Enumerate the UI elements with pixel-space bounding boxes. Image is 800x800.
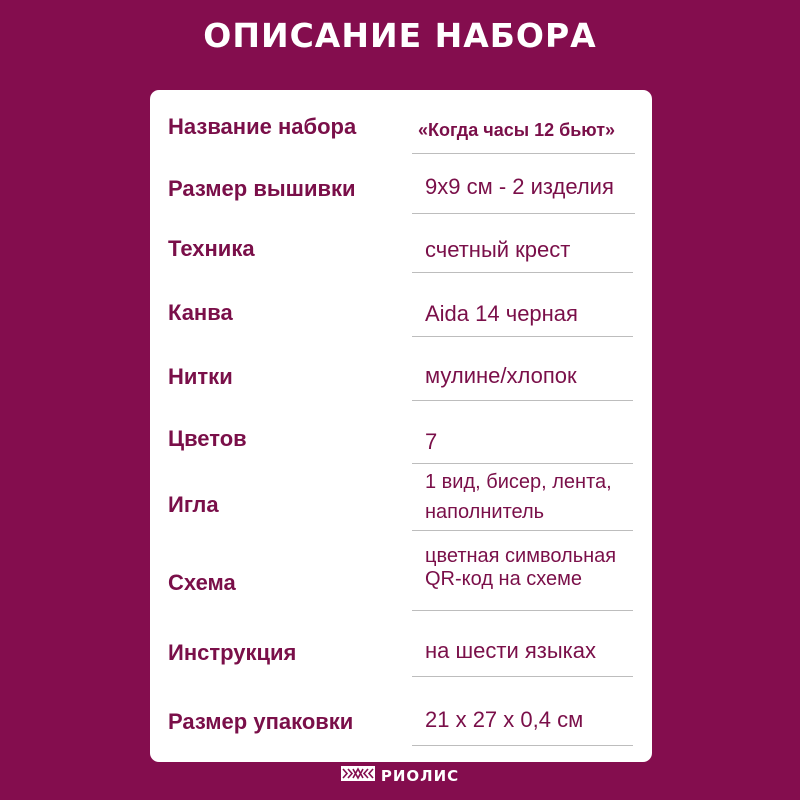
- row-value: 21 x 27 x 0,4 см: [425, 707, 584, 732]
- row-label: Инструкция: [168, 640, 297, 665]
- divider: [412, 463, 633, 464]
- row-value: на шести языках: [425, 638, 597, 663]
- row-label: Название набора: [168, 114, 357, 139]
- divider: [412, 676, 633, 677]
- divider: [412, 610, 633, 611]
- row-value-line1: 1 вид, бисер, лента,: [425, 471, 612, 493]
- row-label: Цветов: [168, 426, 247, 451]
- row-label: Нитки: [168, 364, 233, 389]
- page-title: ОПИСАНИЕ НАБОРА: [203, 16, 597, 55]
- row-value: мулине/хлопок: [425, 363, 577, 388]
- row-value-line2: наполнитель: [425, 501, 545, 523]
- riolis-logo-icon: [341, 766, 375, 786]
- row-value: 7: [425, 429, 438, 454]
- divider: [412, 400, 633, 401]
- brand-logo: [341, 766, 459, 786]
- divider: [412, 336, 633, 337]
- row-label: Размер вышивки: [168, 176, 356, 201]
- divider: [412, 745, 633, 746]
- divider: [412, 153, 635, 154]
- divider: [412, 530, 633, 531]
- description-card: [150, 90, 652, 762]
- row-label: Техника: [168, 236, 255, 261]
- row-value: «Когда часы 12 бьют»: [418, 120, 616, 140]
- footer: [0, 766, 800, 786]
- brand-name: РИОЛИС: [380, 767, 460, 785]
- divider: [412, 272, 633, 273]
- row-value-line2: QR-код на схеме: [425, 568, 583, 590]
- divider: [412, 213, 635, 214]
- row-label: Схема: [168, 570, 236, 595]
- row-label: Игла: [168, 492, 219, 517]
- row-value: Aida 14 черная: [425, 301, 578, 326]
- row-value: счетный крест: [425, 237, 571, 262]
- row-label: Канва: [168, 300, 233, 325]
- row-value: 9x9 см - 2 изделия: [425, 174, 614, 199]
- row-value-line1: цветная символьная: [425, 545, 617, 567]
- row-label: Размер упаковки: [168, 709, 354, 734]
